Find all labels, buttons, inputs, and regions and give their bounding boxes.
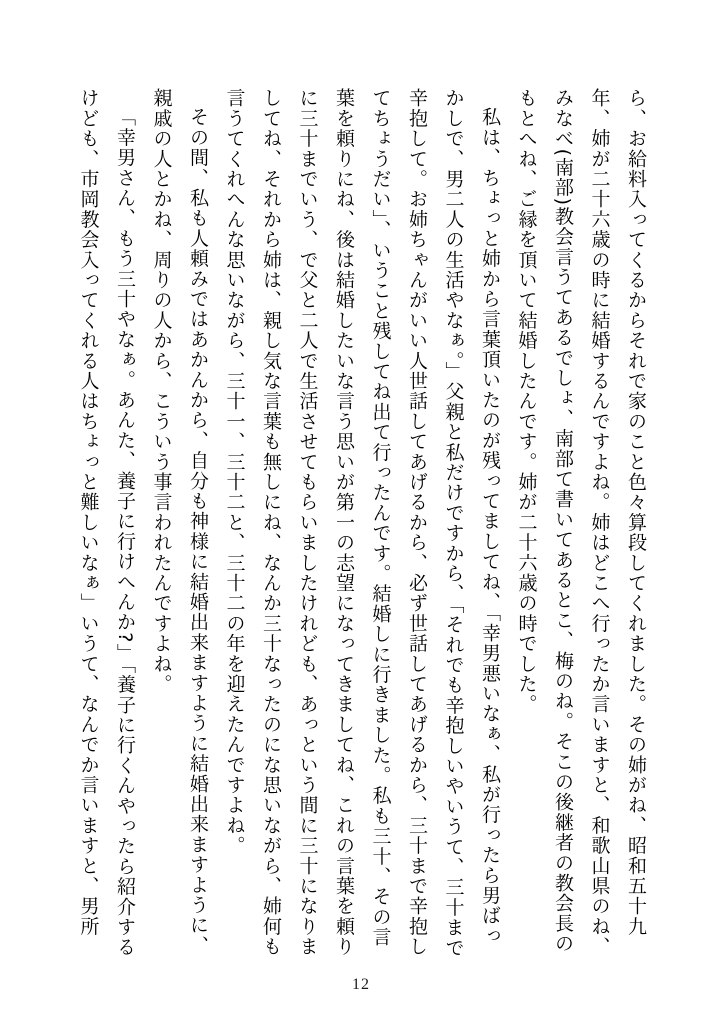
paragraph: その間、私も人頼みではあかんから、自分も神様に結婚出来ますように結婚出来ますように、親戚の人とかね、周りの人から、こういう事言われたんですよね。 (150, 88, 209, 956)
page-number: 12 (352, 976, 370, 993)
paragraph: 私は、ちょっと姉から言葉頂いたのが残ってましてね、「幸男悪いなぁ、私が行ったら男ばっかしで、男二人の生活やなぁ。」父親と私だけですから、「それでも辛抱しいやいうて、三十まで辛抱して。お姉ちゃんがいい人世話してあげるから、必ず世話してあげるから、三十まで辛抱してちょうだい」、いうこと残してね出て行ったんです。結婚しに行きました。私も三十、その言葉を頼りにね、後は結婚したいな言う思いが第一の志望になってきましてね、これの言葉を頼りに三十までいう、で父と二人で生活させてもらいましたけれども、あっという間に三十になりましてね、それから姉は、親し気な言葉も無しにね、なんか三十なったのにな思いながら、姉何も言うてくれへんな思いながら、三十一、三十二と、三十二の年を迎えたんですよね。 (223, 88, 501, 958)
body-text (54, 88, 654, 960)
paragraph: ら、お給料入ってくるからそれで家のこと色々算段してくれました。その姉がね、昭和五十九年、姉が二十六歳の時に結婚するんですよね。姉はどこへ行ったか言いますと、和歌山県のね、みなべ(南部)教会言うてあるでしょ、南部て書いてあるとこ、梅のね。そこの後継者の教会長のもとへね、ご縁を頂いて結婚したんです。姉が二十六歳の時でした。 (515, 88, 647, 957)
paragraph: 「幸男さん、もう三十やなぁ。あんた、養子に行けへんか?」「養子に行くんやったら紹介するけども、市岡教会入ってくれる人はちょっと難しいなぁ」いうて、なんでか言いますと、男所 (77, 88, 136, 958)
